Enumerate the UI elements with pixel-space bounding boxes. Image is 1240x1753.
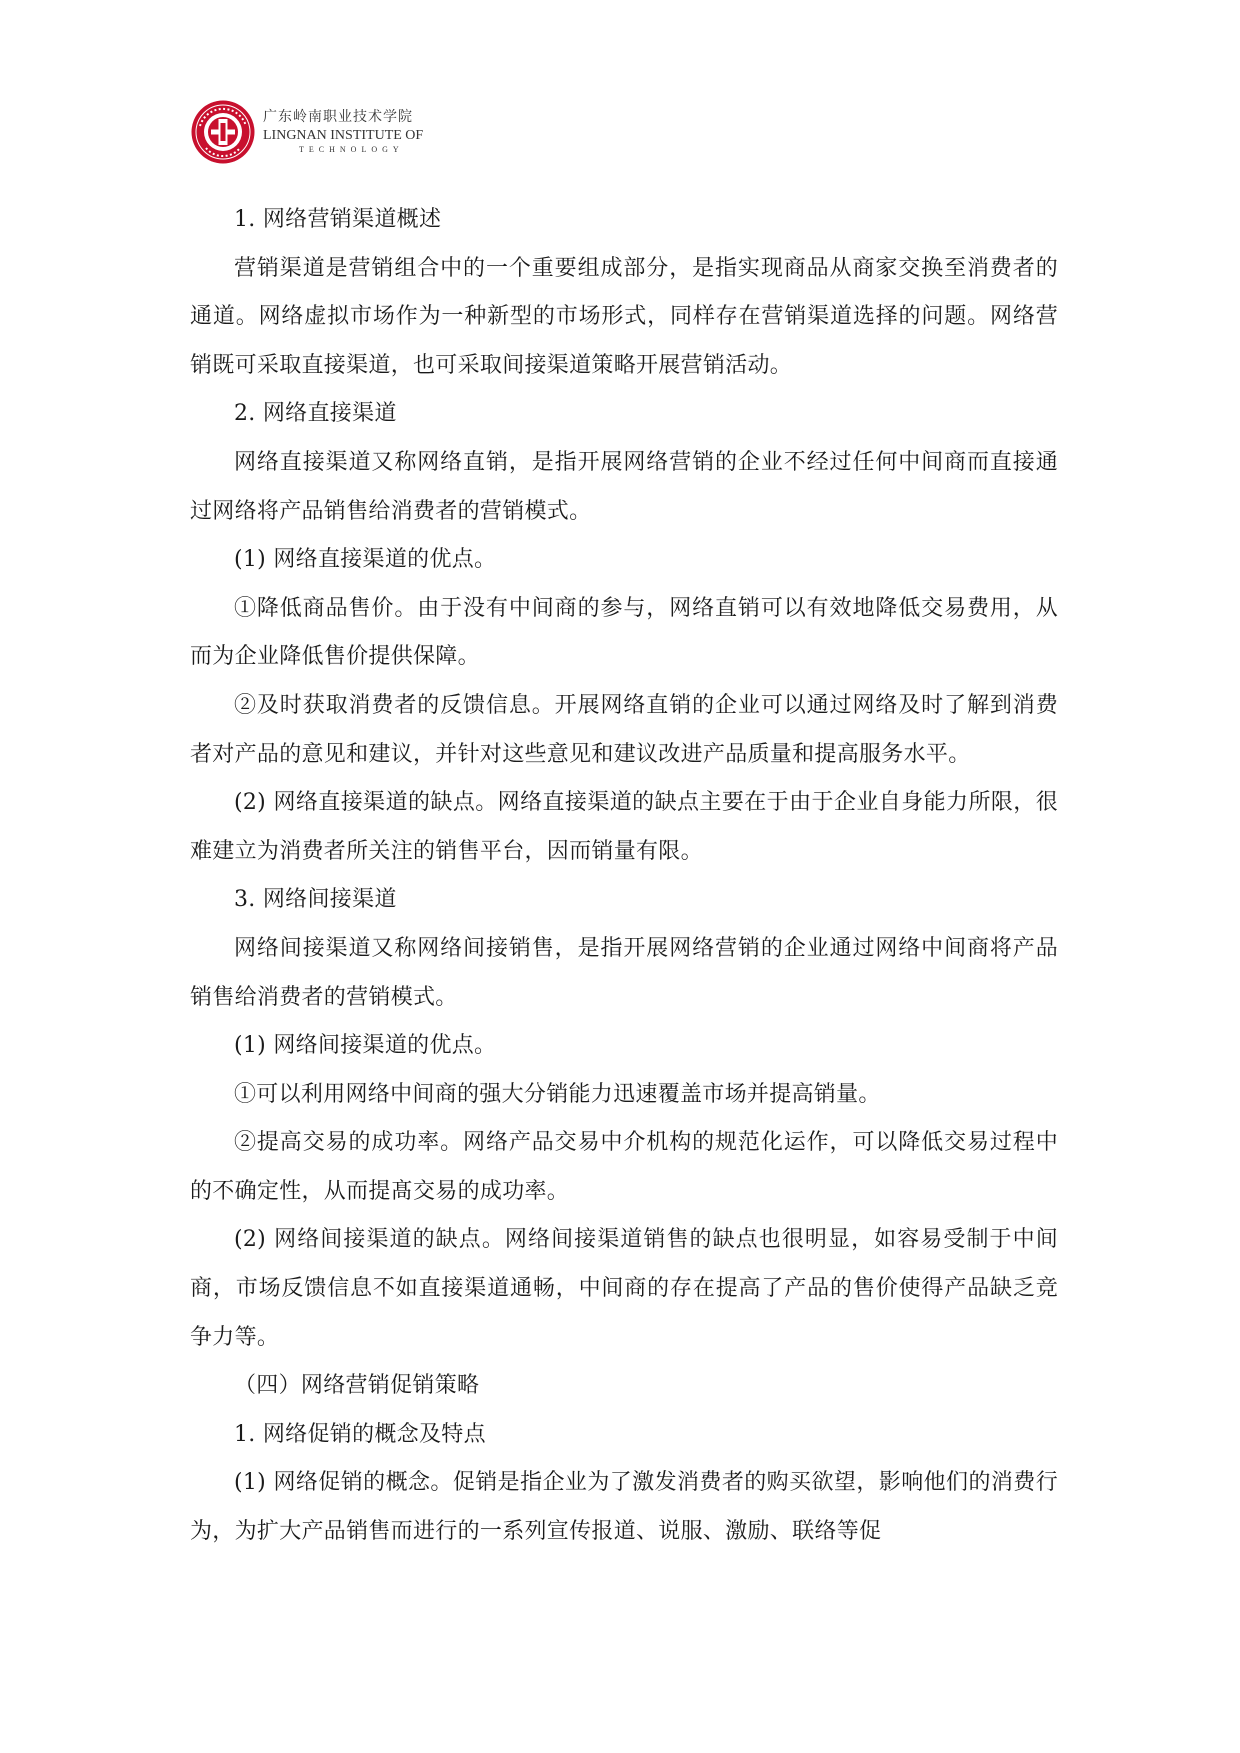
school-name-en-line1: LINGNAN INSTITUTE OF	[263, 128, 424, 143]
paragraph-direct-advantage-2: ②及时获取消费者的反馈信息。开展网络直销的企业可以通过网络及时了解到消费者对产品的意见和建议，并针对这些意见和建议改进产品质量和提高服务水平。	[190, 692, 1058, 767]
page-header	[190, 97, 423, 167]
heading-direct-advantages: (1) 网络直接渠道的优点。	[234, 547, 497, 573]
school-name-block	[263, 110, 423, 154]
document-body	[190, 196, 1058, 1557]
school-seal-logo	[190, 99, 256, 165]
heading-promotion-strategy: （四）网络营销促销策略	[234, 1373, 480, 1399]
paragraph-indirect-advantage-1: ①可以利用网络中间商的强大分销能力迅速覆盖市场并提高销量。	[234, 1081, 881, 1107]
heading-channel-overview: 1. 网络营销渠道概述	[234, 207, 442, 232]
paragraph-indirect-advantage-2: ②提高交易的成功率。网络产品交易中介机构的规范化运作，可以降低交易过程中的不确定性，从而提髙交易的成功率。	[190, 1130, 1058, 1204]
heading-indirect-advantages: (1) 网络间接渠道的优点。	[234, 1033, 497, 1059]
paragraph-direct-advantage-1: ①降低商品售价。由于没有中间商的参与，网络直销可以有效地降低交易费用，从而为企业降低售价提供保障。	[190, 595, 1058, 670]
paragraph-direct-disadvantages: (2) 网络直接渠道的缺点。网络直接渠道的缺点主要在于由于企业自身能力所限，很难建立为消费者所关注的销售平台，因而销量有限。	[190, 790, 1058, 864]
heading-indirect-channel: 3. 网络间接渠道	[234, 887, 397, 913]
paragraph-indirect-channel: 网络间接渠道又称网络间接销售，是指开展网络营销的企业通过网络中间商将产品销售给消费者的营销模式。	[190, 935, 1058, 1010]
paragraph-promotion-concept: (1) 网络促销的概念。促销是指企业为了激发消费者的购买欲望，影响他们的消费行为，为扩大产品销售而进行的一系列宣传报道、说服、激励、联络等促	[190, 1470, 1058, 1545]
heading-direct-channel: 2. 网络直接渠道	[234, 401, 397, 427]
paragraph-channel-overview: 营销渠道是营销组合中的一个重要组成部分，是指实现商品从商家交换至消费者的通道。网络虚拟市场作为一种新型的市场形式，同样存在营销渠道选择的问题。网络营销既可采取直接渠道，也可采取间接渠道策略开展营销活动。	[190, 255, 1058, 378]
paragraph-indirect-disadvantages: (2) 网络间接渠道的缺点。网络间接渠道销售的缺点也很明显，如容易受制于中间商，市场反馈信息不如直接渠道通畅，中间商的存在提高了产品的售价使得产品缺乏竞争力等。	[190, 1227, 1058, 1350]
school-name-en-line2: TECHNOLOGY	[299, 145, 404, 154]
school-name-cn: 广东岭南职业技术学院	[263, 109, 413, 125]
paragraph-direct-channel: 网络直接渠道又称网络直销，是指开展网络营销的企业不经过任何中间商而直接通过网络将产品销售给消费者的营销模式。	[190, 449, 1058, 524]
heading-promotion-concept: 1. 网络促销的概念及特点	[234, 1421, 486, 1447]
